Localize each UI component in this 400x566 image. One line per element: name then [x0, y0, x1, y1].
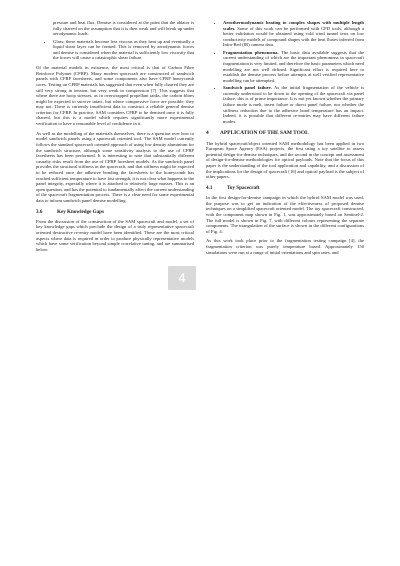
paragraph-fragmentation-testing: As this work took place prior to the fragmentation testing campaign [4], the fragmentation criterion was purely temperature based. Approximately 150 simulations were run at a range of initial orientations and spin rates, and [206, 238, 364, 255]
gap-item-text: Some of this work can be performed with CFD tools, although a better validation would be obtained using cold wind tunnel tests on low conductivity models of compound shapes with the heat fluxes inferred from Infra-Red (IR) camera data. [223, 25, 364, 48]
paragraph-application: The hybrid spacecraft/object oriented SAM methodology has been applied in two European Space Agency (ESA) projects, the first using a toy satellite to assess potential design-for-demise techniques, and the second in the concept and assessment of design-for-demise methodologies for optical payloads. Note that the focus of this paper is the understanding of the tool application and capability, and a discussion of the implications for the design of spacecraft [16] and optical payload is the subject of other papers. [206, 140, 364, 180]
paragraph-cfrp: Of the material models in existence, the most critical is that of Carbon Fibre Reinforce Polymer (CFRP). Many modern spacecraft are constructed of sandwich panels with CFRP facesheets, and some components also have CFRP honeycomb cores. Testing on CFRP materials has suggested that even when fully charred they are still very strong in tension, but very weak in compression [7]. This suggests that where there are hoop stresses, as in overwrapped propellant tanks, the carbon fibres might be expected to survive intact, but where compressive force are possible, they may not. There is currently insufficient data to construct a reliable general demise criterion for CFRP. In practice, SAM considers CFRP to be demised once it is fully charred, but this is a model which requires significantly more experimental verification to have a reasonable level of confidence in it. [36, 65, 194, 127]
section-number: 4 [206, 130, 209, 137]
bullet-ablator-continued: pressure and heat flux. Demise is considered at the point that the ablator is fully charred on the assumption that it is then weak and will break up under aerodynamic loads. [53, 20, 194, 37]
page-number-badge: 4 [168, 266, 196, 290]
left-column [36, 20, 194, 257]
gap-item-title: Sandwich panel failure. [223, 85, 272, 91]
paragraph-sandwich-panels: As well as the modelling of the materials themselves, there is a question over how to model sandwich panels using a spacecraft oriented tool. The SAM model currently follows the standard spacecraft oriented approach of using low density aluminium for the sandwich structure, although some sensitivity analysis to the use of CFRP facesheets has been performed. It is interesting to note that substantially different casualty risks result from the use of CFRP facesheet models. As the sandwich panel provides the structural stiffness in the spacecraft, and that stiffness might be expected to be reduced once the adhesive bonding the facesheets to the honeycomb has reached sufficient temperature to have lost strength, it is not clear what happens to the panel integrity, especially where it is attached to relatively large masses. This is an open question, and has the potential to fundamentally affect the current understanding of the spacecraft fragmentation process. There is a clear need for some experimental data to inform sandwich panel demise modelling. [36, 130, 194, 203]
gap-item-text: As the initial fragmentation of the vehicle is currently understood to be down to the opening of the spacecraft via panel failure, this is of prime importance. It is not yet known whether the primary failure mode is melt, insert failure or direct panel failure, nor whether the stiffness reduction due to the adhesive bond temperature has an impact. Indeed, it is possible that different re-entries may have different failure modes. [223, 85, 365, 124]
gap-item-sandwich-panel [223, 85, 364, 124]
section-title: Toy Spacecraft [227, 185, 260, 192]
section-heading-4 [206, 130, 364, 136]
paragraph-knowledge-gaps: From the discussion of the construction of the SAM spacecraft and model, a set of key knowledge gaps which preclude the design of a truly representative spacecraft oriented destructive re-entry model have been identified. These are the most critical aspects where data is required in order to produce physically representative models which have some verification beyond simple correlative tuning, and are summarised below: [36, 218, 194, 252]
paragraph-toy-spacecraft: In the first design-for-demise campaign in which the hybrid SAM model was used, the purpose was to get an indication of the effectiveness of proposed demise techniques on a simplified spacecraft oriented model. The toy spacecraft constructed, with the component map shown in Fig. 1, was approximately based on Sentinel-2. The full model is shown in Fig. 7, with different colours representing the separate components. The triangulation of the surface is shown in the different configurations of Fig. 4. [206, 195, 364, 234]
section-title: Key Knowledge Gaps [57, 209, 104, 216]
section-heading-4-1 [206, 185, 364, 191]
section-heading-3-6 [36, 209, 194, 215]
section-title: APPLICATION OF THE SAM TOOL [220, 130, 309, 137]
gap-item-title: Fragmentation phenomena. [223, 49, 279, 55]
gap-item-fragmentation [223, 50, 364, 84]
knowledge-gap-list [206, 20, 364, 124]
gap-item-text: The basic data available suggests that the current understanding of which are the important phenomena in spacecraft fragmentation is very limited, and therefore the basic parameters which need modelling are not well defined. Significant effort is required here to establish the demise process before attempts at well verified representative modelling can be attempted. [223, 49, 365, 83]
right-column [206, 20, 364, 259]
bullet-glass: • Glass; these materials become less viscous as they heat up and eventually a liquid shear layer can be formed. This is removed by aerodynamic forces and demise is considered when the material is sufficiently low viscosity that the forces will cause a catastrophic shear failure. [53, 39, 194, 61]
gap-item-title: Aerothermodynamic heating to complex shapes with multiple length scales. [223, 20, 364, 31]
section-number: 3.6 [36, 209, 43, 216]
gap-item-aerothermodynamic [223, 20, 364, 48]
section-number: 4.1 [206, 185, 213, 192]
material-bullet-list [36, 20, 194, 61]
